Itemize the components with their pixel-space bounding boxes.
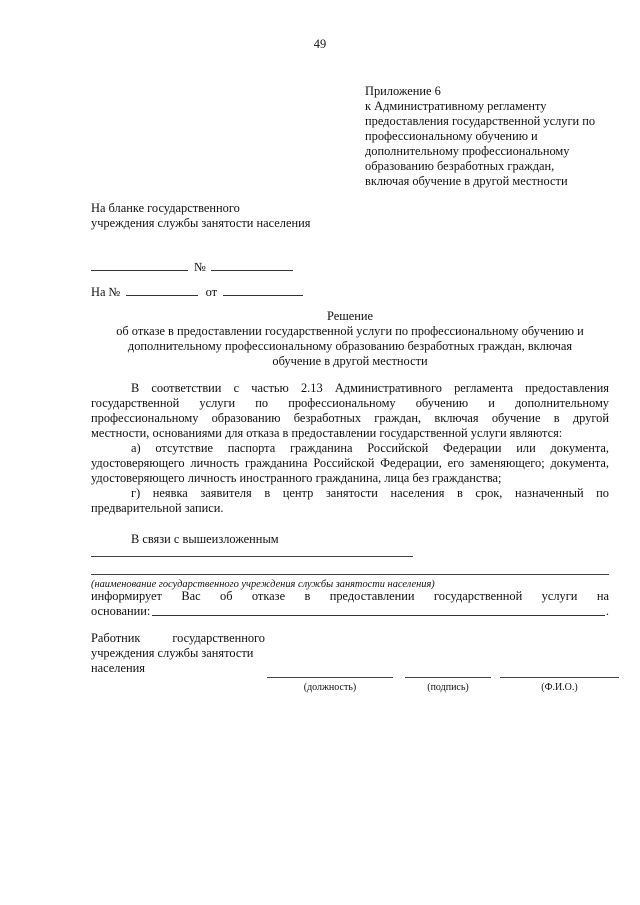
worker-line: населения [91, 661, 145, 675]
position-signature-line [267, 677, 393, 678]
inform-word: информирует [91, 589, 162, 603]
body-line: местности, основаниями для отказа в предоставлении государственной услуги являются: [91, 426, 563, 440]
body-line: В соответствии с частью 2.13 Административного регламента предоставления [131, 381, 609, 395]
appendix-line: предоставления государственной услуги по [365, 114, 596, 128]
basis-end: . [605, 604, 609, 618]
inform-line [91, 589, 609, 604]
appendix-header [365, 84, 625, 189]
decision-title: Решение [326, 309, 374, 323]
body-line: а) отсутствие паспорта гражданина Российской Федерации или документа, [131, 441, 609, 455]
body-line: удостоверяющего личность гражданина Российской Федерации, его заменяющего; документа, [91, 456, 609, 470]
body-line: профессиональному образованию безработных граждан, включая обучение в другой [91, 411, 609, 425]
incoming-date-blank-line [223, 284, 303, 296]
decision-subtitle-line: об отказе в предоставлении государственной услуги по профессиональному обучению и [116, 324, 584, 338]
sign-caption: (подпись) [427, 682, 469, 693]
inform-word: отказе [251, 589, 286, 603]
inform-word: государственной [433, 589, 523, 603]
letterhead-line: учреждения службы занятости населения [91, 216, 311, 230]
worker-line: Работник государственного [91, 631, 265, 645]
inform-word: Вас [181, 589, 201, 603]
decision-heading [90, 309, 610, 369]
in-view-text: В связи с вышеизложенным [131, 532, 279, 546]
appendix-line: включая обучение в другой местности [365, 174, 568, 188]
name-caption: (Ф.И.О.) [541, 682, 578, 693]
inform-word: в [304, 589, 311, 603]
worker-block [91, 631, 265, 676]
inform-word: на [596, 589, 609, 603]
body-line: удостоверяющего личность иностранного гражданина, лица без гражданства; [91, 471, 502, 485]
basis-label: основании: [91, 604, 151, 618]
appendix-line: Приложение 6 [365, 84, 441, 98]
inform-word: услуги [541, 589, 578, 603]
inform-word: предоставлении [329, 589, 415, 603]
letterhead-line: На бланке государственного [91, 201, 240, 215]
institution-blank-line [91, 574, 609, 575]
on-number-label: На № [91, 285, 121, 299]
appendix-line: образованию безработных граждан, [365, 159, 555, 173]
body-line: г) неявка заявителя в центр занятости населения в срок, назначенный по [131, 486, 609, 500]
position-caption: (должность) [303, 682, 357, 693]
basis-blank-line [152, 604, 605, 616]
incoming-number-row [91, 284, 303, 299]
appendix-line: дополнительному профессиональному [365, 144, 570, 158]
body-line: предварительной записи. [91, 501, 224, 515]
worker-line: учреждения службы занятости [91, 646, 254, 660]
inform-block [91, 589, 609, 619]
number-sign: № [194, 260, 206, 274]
letterhead-note [91, 201, 351, 231]
appendix-line: профессиональному обучению и [365, 129, 538, 143]
decision-subtitle-line: обучение в другой местности [272, 354, 428, 368]
incoming-number-blank-line [126, 284, 198, 296]
date-blank-line [91, 259, 188, 271]
page-number: 49 [313, 37, 327, 51]
decision-body [91, 381, 609, 547]
number-blank-line [211, 259, 293, 271]
body-line: государственной услуги по профессиональному обучению и дополнительному [91, 396, 609, 410]
basis-line [91, 604, 609, 619]
inform-word: об [220, 589, 233, 603]
from-label: от [205, 285, 218, 299]
sign-signature-line [405, 677, 491, 678]
reason-blank-line [91, 556, 413, 557]
outgoing-number-row [91, 259, 293, 274]
institution-caption: (наименование государственного учреждения службы занятости населения) [91, 579, 435, 590]
name-signature-line [500, 677, 619, 678]
appendix-line: к Административному регламенту [365, 99, 547, 113]
decision-subtitle-line: дополнительному профессиональному образованию безработных граждан, включая [127, 339, 573, 353]
